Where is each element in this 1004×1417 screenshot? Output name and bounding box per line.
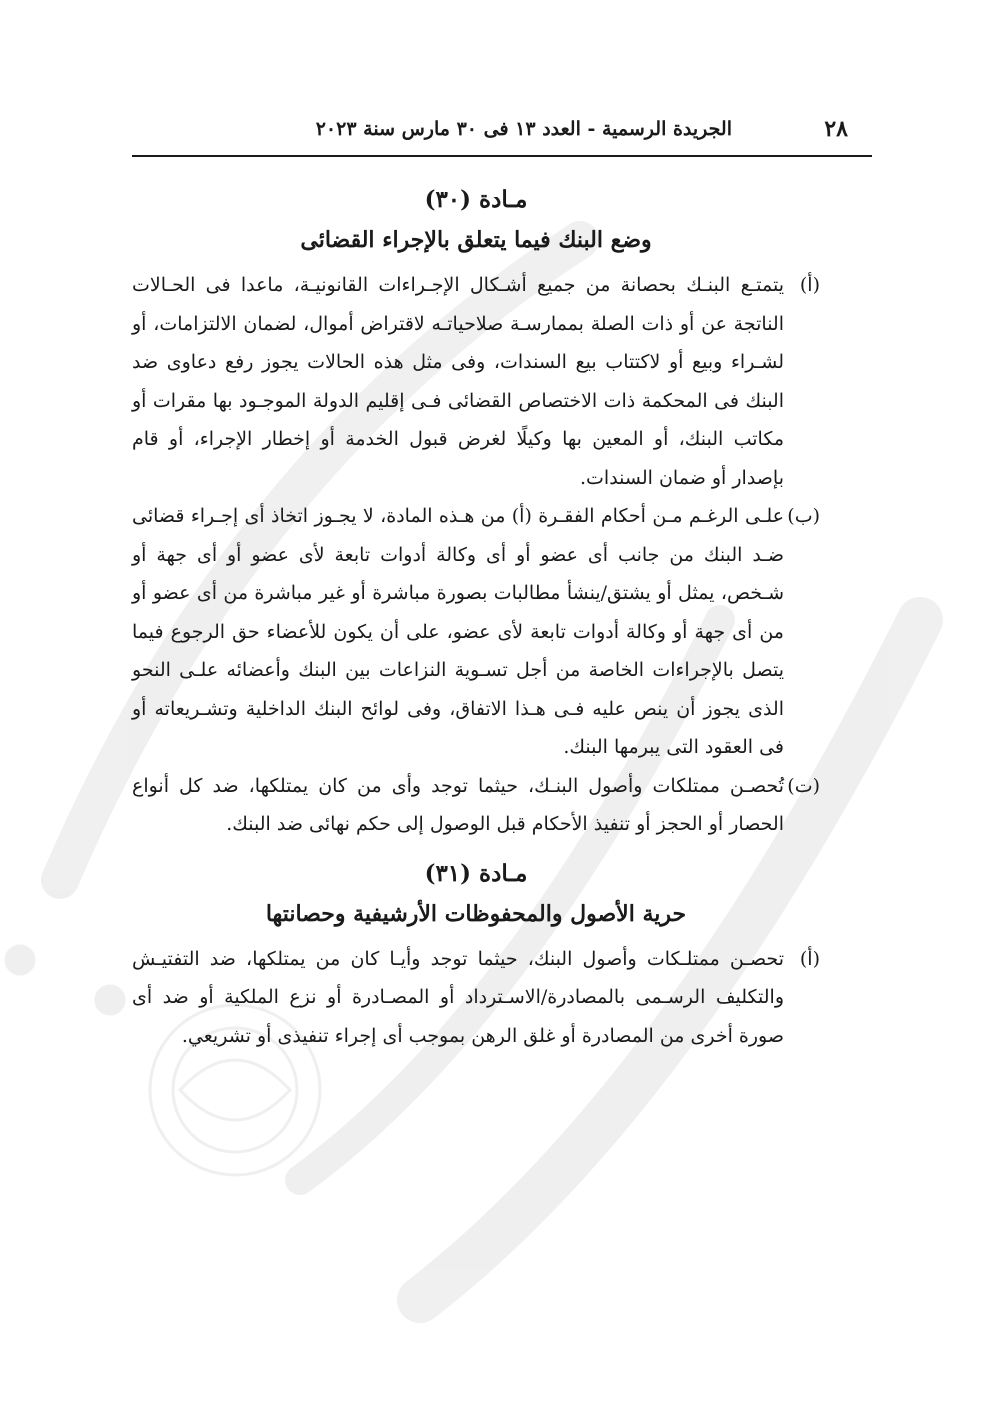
- clause-label: (ت): [787, 774, 820, 797]
- article-30: [132, 180, 820, 844]
- article-heading: مـادة (٣٠): [424, 186, 528, 213]
- section-spacer: [132, 844, 820, 854]
- clause-a: [132, 940, 820, 1056]
- article-title: حرية الأصول والمحفوظات الأرشيفية وحصانتها: [265, 900, 687, 927]
- clause-b: [132, 497, 820, 767]
- clause-a: [132, 266, 820, 497]
- header-divider: [132, 155, 872, 157]
- clause-text: تحصـن ممتلـكات وأصول البنك، حيثما توجد وأيـا كان من يمتلكها، ضد التفتيـش والتكليف الرسـمى بالمصادرة/الاسـترداد أو المصـادرة أو نزع الملكية أو ضد أى صورة أخرى من المصادرة أو غلق الرهن بموجب أى إجراء تنفيذى أو تشريعي.: [132, 947, 784, 1047]
- page-number: ٢٨: [824, 116, 848, 142]
- page-header: [132, 112, 872, 152]
- clause-t: [132, 767, 820, 844]
- clause-label: (ب): [787, 505, 820, 527]
- article-heading: مـادة (٣١): [424, 859, 528, 887]
- clause-text: تُحصـن ممتلكات وأصول البنـك، حيثما توجد وأى من كان يمتلكها، ضد كل أنواع الحصار أو الحجز أو تنفيذ الأحكام قبل الوصول إلى حكم نهائى ضد البنك.: [132, 774, 784, 835]
- clause-text: يتمتـع البنـك بحصانة من جميع أشـكال الإجـراءات القانونيـة، ماعدا فى الحـالات الناتجة عن أو ذات الصلة بممارسـة صلاحياتـه لاقتراض أموال، لضمان الالتزامات، أو لشـراء وبيع أو لاكتتاب بيع السندات، وفى مثل هذه الحالات يجوز رفع دعاوى ضد البنك فى المحكمة ذات الاختصاص القضائى فـى إقليم الدولة الموجـود بها مقرات أو مكاتب البنك، أو المعين بها وكيلًا لغرض قبول الخدمة أو إخطار الإجراء، أو قام بإصدار أو ضمان السندات.: [132, 274, 784, 489]
- clause-label: (أ): [799, 274, 820, 296]
- document-body: [132, 180, 820, 1055]
- clause-label: (أ): [799, 947, 820, 970]
- article-title: وضع البنك فيما يتعلق بالإجراء القضائى: [300, 227, 652, 253]
- clause-text: علـى الرغـم مـن أحكام الفقـرة (أ) من هـذه المادة، لا يجـوز اتخاذ أى إجـراء قضائى ضـد البنك من جانب أى عضو أو أى وكالة أدوات تابعة لأى عضو أو أى جهة أو شـخص، يمثل أو يشتق/ينشأ مطالبات بصورة مباشرة أو غير مباشرة من أى عضو أو من أى جهة أو وكالة أدوات تابعة لأى عضو، على أن يكون للأعضاء حق الرجوع فيما يتصل بالإجراءات الخاصة من أجل تسـوية النزاعات بين البنك وأعضائه علـى النحو الذى يجوز أن ينص عليه فـى هـذا الاتفاق، وفى لوائح البنك الداخلية وتشـريعاته أو فى العقود التى يبرمها البنك.: [132, 505, 784, 758]
- gazette-header-title: الجريدة الرسمية - العدد ١٣ فى ٣٠ مارس سنة ٢٠٢٣: [315, 118, 732, 140]
- article-31: [132, 854, 820, 1056]
